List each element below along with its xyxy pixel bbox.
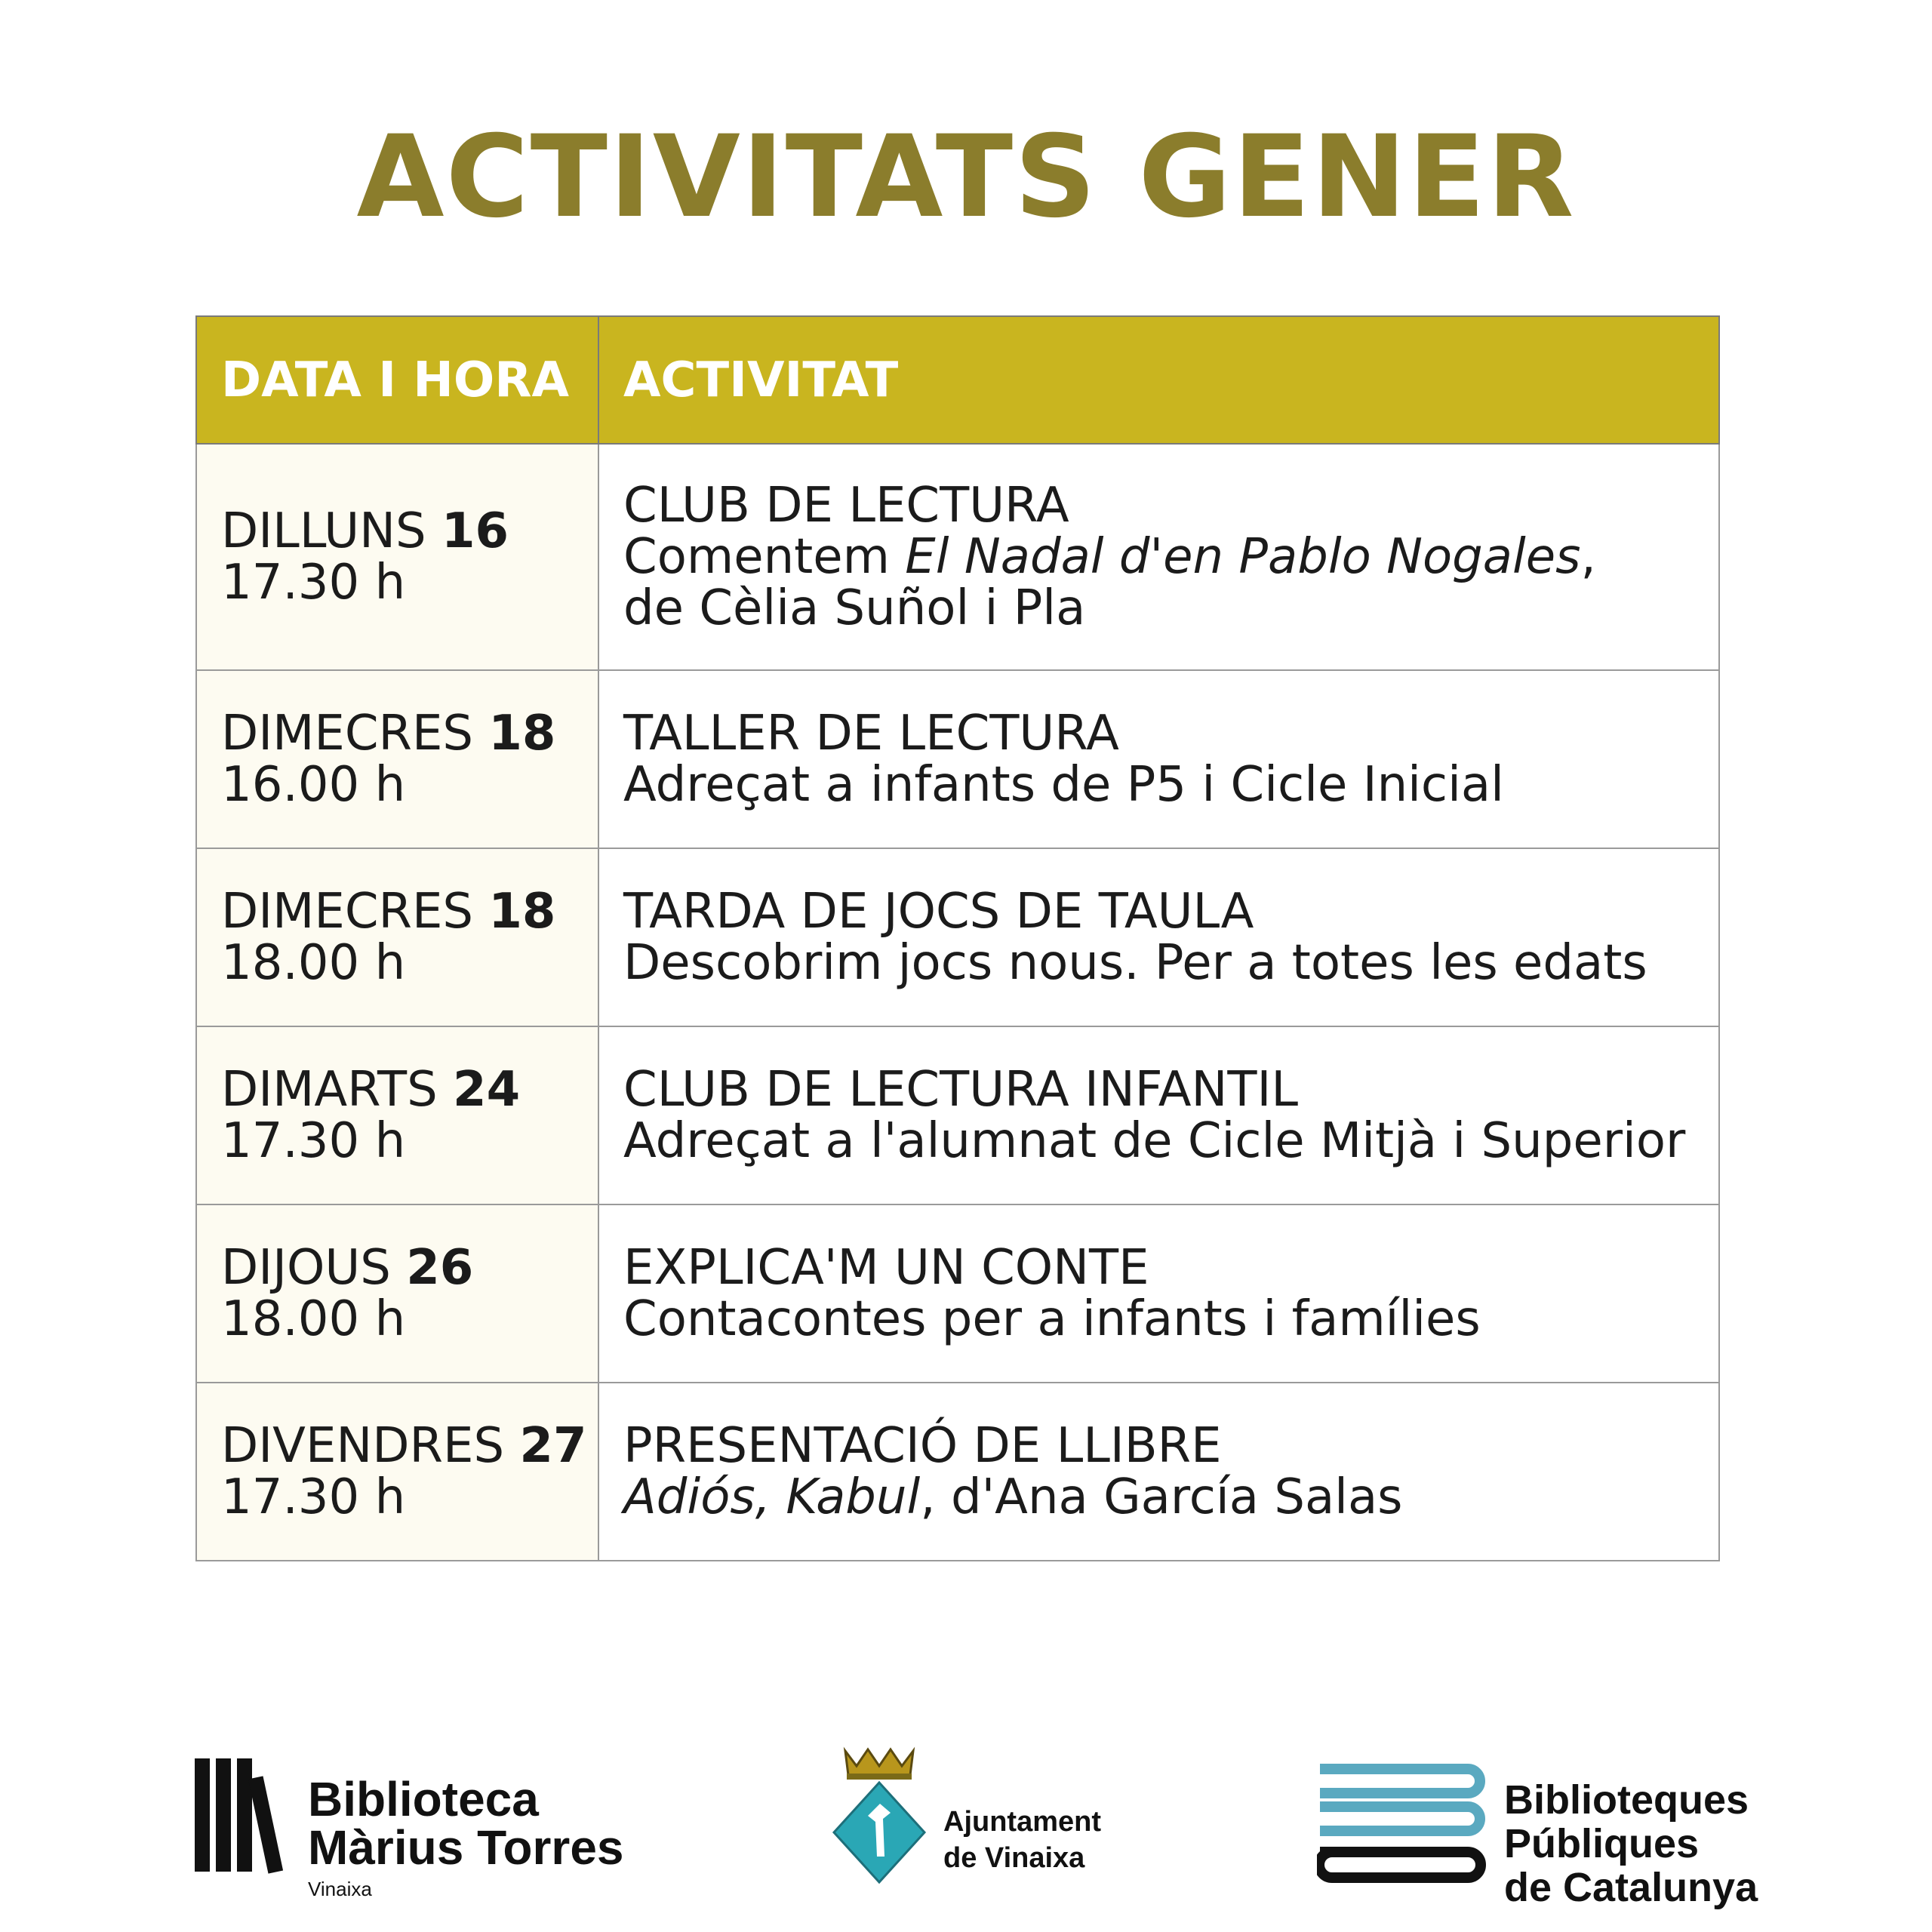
biblioteca-marius-torres-logo [195, 1751, 678, 1902]
header-activity: ACTIVITAT [598, 316, 1719, 444]
day-name: DIJOUS [221, 1240, 391, 1296]
activity-desc: Comentem [623, 529, 906, 585]
date-cell [196, 670, 598, 848]
time: 18.00 h [221, 1291, 406, 1347]
activity-title: CLUB DE LECTURA INFANTIL [623, 1062, 1298, 1118]
activity-desc: Descobrim jocs nous. Per a totes les edats [623, 935, 1647, 991]
day-name: DIMECRES [221, 884, 474, 940]
biblioteca-name-1: Biblioteca [308, 1772, 539, 1826]
activity-desc: Contacontes per a infants i famílies [623, 1291, 1481, 1347]
day-number: 24 [453, 1062, 521, 1118]
biblioteques-publiques-logo [1317, 1751, 1800, 1910]
time: 16.00 h [221, 757, 406, 813]
day-number: 27 [519, 1418, 587, 1474]
bp-name-3: de Catalunya [1504, 1865, 1758, 1910]
date-cell [196, 1204, 598, 1383]
activity-desc-2: de Cèlia Suñol i Pla [623, 580, 1086, 636]
coat-of-arms-icon [830, 1743, 928, 1894]
book-title: El Nadal d'en Pablo Nogales [905, 529, 1581, 585]
ajuntament-name-2: de Vinaixa [943, 1842, 1085, 1874]
books-icon [195, 1758, 293, 1879]
date-cell [196, 848, 598, 1026]
day-number: 18 [488, 884, 556, 940]
day-name: DIVENDRES [221, 1418, 505, 1474]
time: 18.00 h [221, 935, 406, 991]
table-row [196, 1026, 1719, 1204]
footer-logos [0, 1721, 1932, 1910]
date-cell [196, 444, 598, 670]
activity-cell [598, 670, 1719, 848]
activity-desc: Adreçat a infants de P5 i Cicle Inicial [623, 757, 1504, 813]
activity-title: PRESENTACIÓ DE LLIBRE [623, 1418, 1222, 1474]
table-row [196, 444, 1719, 670]
activity-cell [598, 1026, 1719, 1204]
stacked-books-icon [1317, 1758, 1491, 1894]
table-row [196, 1383, 1719, 1561]
ajuntament-name-1: Ajuntament [943, 1806, 1101, 1838]
activity-desc: Adreçat a l'alumnat de Cicle Mitjà i Superior [623, 1113, 1686, 1169]
table-header-row [196, 316, 1719, 444]
bp-name-2: Públiques [1504, 1821, 1700, 1866]
time: 17.30 h [221, 1113, 406, 1169]
day-name: DILLUNS [221, 503, 426, 559]
table-row [196, 670, 1719, 848]
biblioteca-name-2: Màrius Torres [308, 1820, 624, 1875]
activity-desc: , d'Ana García Salas [920, 1469, 1403, 1525]
table-row [196, 1204, 1719, 1383]
ajuntament-vinaixa-logo [830, 1743, 1147, 1902]
activities-table [195, 315, 1720, 1561]
activity-desc-punct: , [1580, 529, 1596, 585]
biblioteca-town: Vinaixa [308, 1878, 372, 1900]
activity-cell [598, 1204, 1719, 1383]
activity-title: TARDA DE JOCS DE TAULA [623, 884, 1254, 940]
activity-cell [598, 1383, 1719, 1561]
page-title: ACTIVITATS GENER [356, 112, 1576, 243]
table-row [196, 848, 1719, 1026]
bp-name-1: Biblioteques [1504, 1777, 1749, 1823]
activity-cell [598, 848, 1719, 1026]
activity-title: EXPLICA'M UN CONTE [623, 1240, 1149, 1296]
date-cell [196, 1026, 598, 1204]
header-date: DATA I HORA [196, 316, 598, 444]
time: 17.30 h [221, 1469, 406, 1525]
day-name: DIMARTS [221, 1062, 438, 1118]
time: 17.30 h [221, 555, 406, 611]
activity-title: CLUB DE LECTURA [623, 478, 1069, 534]
activity-title: TALLER DE LECTURA [623, 706, 1119, 761]
book-title: Adiós, Kabul [623, 1469, 921, 1525]
day-number: 26 [406, 1240, 474, 1296]
activity-cell [598, 444, 1719, 670]
date-cell [196, 1383, 598, 1561]
day-number: 18 [488, 706, 556, 761]
day-number: 16 [441, 503, 509, 559]
day-name: DIMECRES [221, 706, 474, 761]
